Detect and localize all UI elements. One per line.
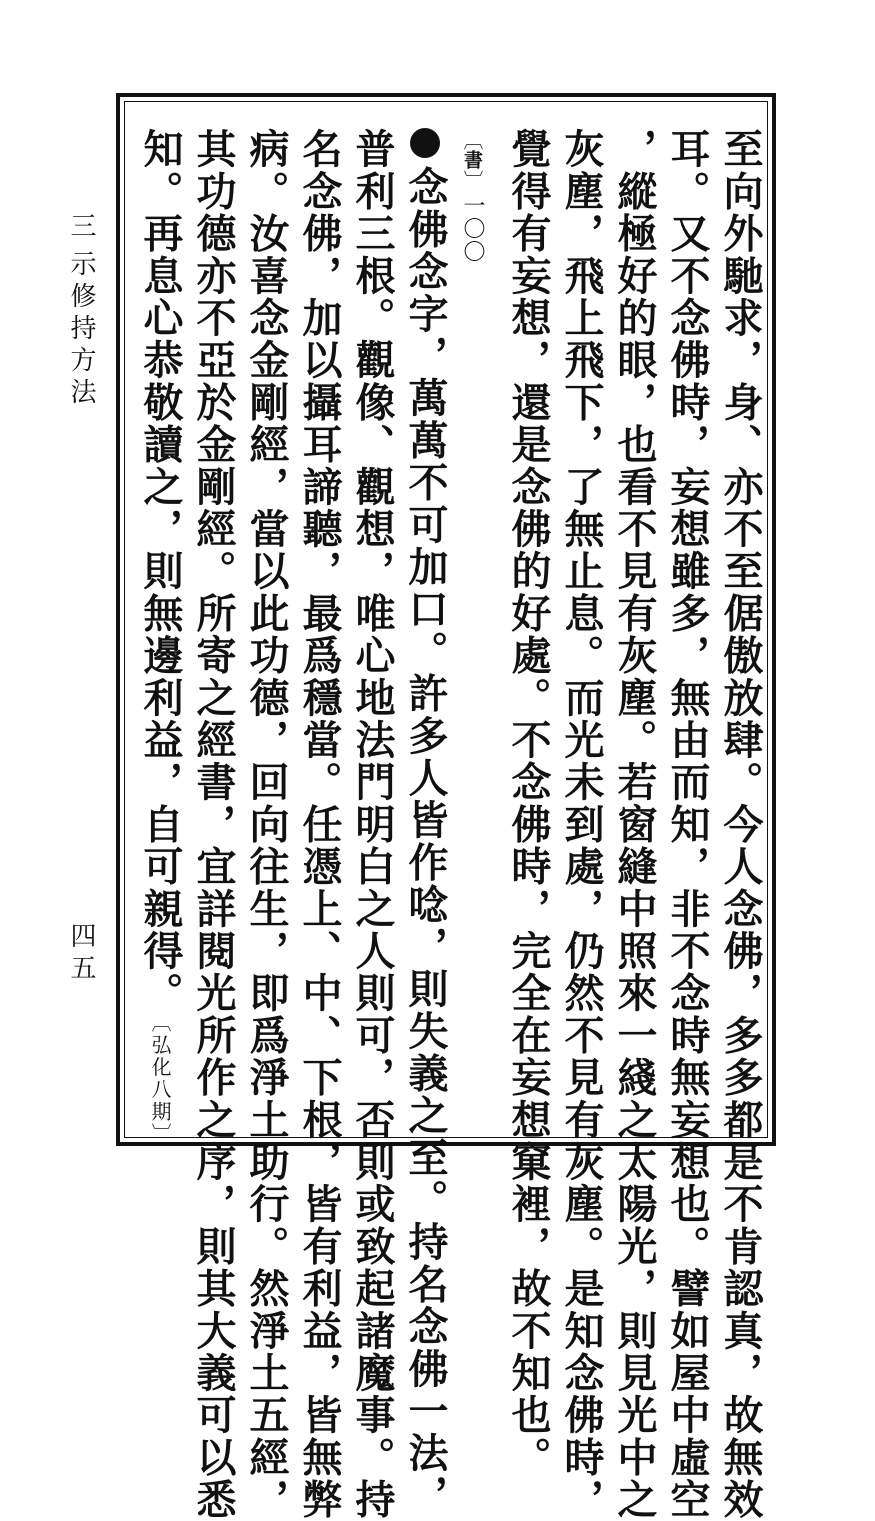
bracket-open: 〔 bbox=[460, 130, 484, 150]
text-column: 其功德亦不亞於金剛經。所寄之經書，宜詳閱光所作之序，則其大義可以悉 bbox=[190, 128, 237, 1521]
citation-1 bbox=[461, 130, 483, 263]
page-number: 四五 bbox=[66, 922, 96, 986]
bracket-close: 〕 bbox=[460, 170, 484, 190]
citation-page: 一〇〇 bbox=[460, 194, 485, 263]
text-column-last bbox=[137, 128, 184, 1146]
text-column: 至向外馳求，身、亦不至倨傲放肆。今人念佛，多多都是不肯認真，故無效 bbox=[717, 128, 764, 1521]
text-column: 耳。又不念佛時，妄想雖多，無由而知，非不念時無妄想也。譬如屋中虛空 bbox=[664, 128, 711, 1521]
bracket-close: 〕 bbox=[148, 1123, 172, 1146]
text-column: 覺得有妄想，還是念佛的好處。不念佛時，完全在妄想窠裡，故不知也。 bbox=[505, 128, 552, 1479]
text-column-first bbox=[402, 128, 449, 1517]
chapter-number: 三 bbox=[66, 212, 96, 244]
citation-2 bbox=[148, 1022, 172, 1145]
text-column: 普利三根。觀像、觀想，唯心地法門明白之人則可，否則或致起諸魔事。持 bbox=[349, 128, 396, 1521]
text-column: 灰塵，飛上飛下，了無止息。而光未到處，仍然不見有灰塵。是知念佛時， bbox=[558, 128, 605, 1521]
text-column-content: 知。再息心恭敬讀之，則無邊利益，自可親得。 bbox=[137, 128, 184, 1015]
citation-source: 弘化八期 bbox=[148, 1034, 172, 1124]
text-column-content: 念佛念字，萬萬不可加口。許多人皆作唸，則失義之至。持名念佛一法， bbox=[402, 166, 449, 1517]
text-column: 名念佛，加以攝耳諦聽，最爲穩當。任憑上、中、下根，皆有利益，皆無弊 bbox=[296, 128, 343, 1521]
citation-book: 書 bbox=[461, 150, 483, 170]
section-title: 示修持方法 bbox=[66, 250, 96, 410]
bullet-icon bbox=[410, 128, 440, 158]
running-head bbox=[68, 212, 94, 410]
text-column: ，縱極好的眼，也看不見有灰塵。若窗縫中照來一綫之太陽光，則見光中之 bbox=[611, 128, 658, 1521]
text-column: 病。汝喜念金剛經，當以此功德，回向往生，即爲淨土助行。然淨土五經， bbox=[243, 128, 290, 1521]
bracket-open: 〔 bbox=[148, 1022, 172, 1035]
